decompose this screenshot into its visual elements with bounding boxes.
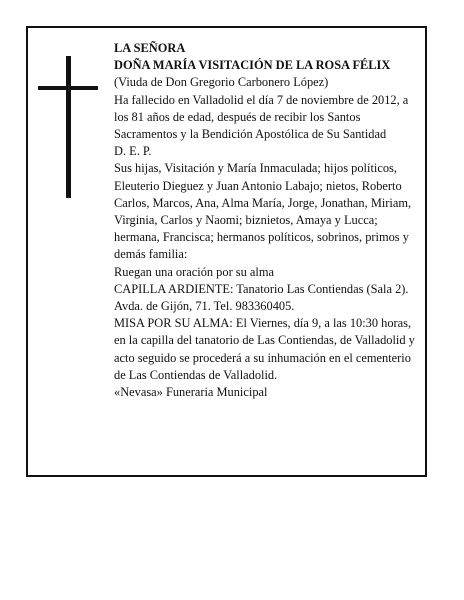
deceased-name: DOÑA MARÍA VISITACIÓN DE LA ROSA FÉLIX [114,58,391,73]
widow-line: (Viuda de Don Gregorio Carbonero López) [114,75,329,90]
family-paragraph: Sus hijas, Visitación y María Inmaculada; hijos políticos, Eleuterio Dieguez y Juan Antonio Labajo; nietos, Roberto Carlos, Marcos, Ana, Alma María, Jorge, Jonathan, Miriam, Virginia, Carlos y Naomi; biznietos, Amaya y Lucca; hermana, Francisca; hermanos políticos, sobrinos, primos y demás familia: [114,161,412,262]
notice-text [114,40,422,401]
funeral-home: «Nevasa» Funeraria Municipal [114,385,268,400]
prayer-request: Ruegan una oración por su alma [114,264,274,279]
notice-heading: LA SEÑORA [114,41,186,55]
cross-icon [38,56,98,198]
rest-in-peace: D. E. P. [114,144,152,159]
mass-paragraph: MISA POR SU ALMA: El Viernes, día 9, a las 10:30 horas, en la capilla del tanatorio de Las Contiendas, de Valladolid y acto seguido se procederá a su inhumación en el cementerio de Las Contiendas de Valladolid. [114,316,415,382]
death-paragraph: Ha fallecido en Valladolid el día 7 de noviembre de 2012, a los 81 años de edad, después de recibir los Santos Sacramentos y la Bendición Apostólica de Su Santidad [114,92,409,142]
obituary-notice [26,26,427,477]
cross-vertical-bar [66,56,71,198]
chapel-paragraph: CAPILLA ARDIENTE: Tanatorio Las Contiendas (Sala 2). Avda. de Gijón, 71. Tel. 983360405. [114,281,409,314]
cross-horizontal-bar [38,86,98,90]
